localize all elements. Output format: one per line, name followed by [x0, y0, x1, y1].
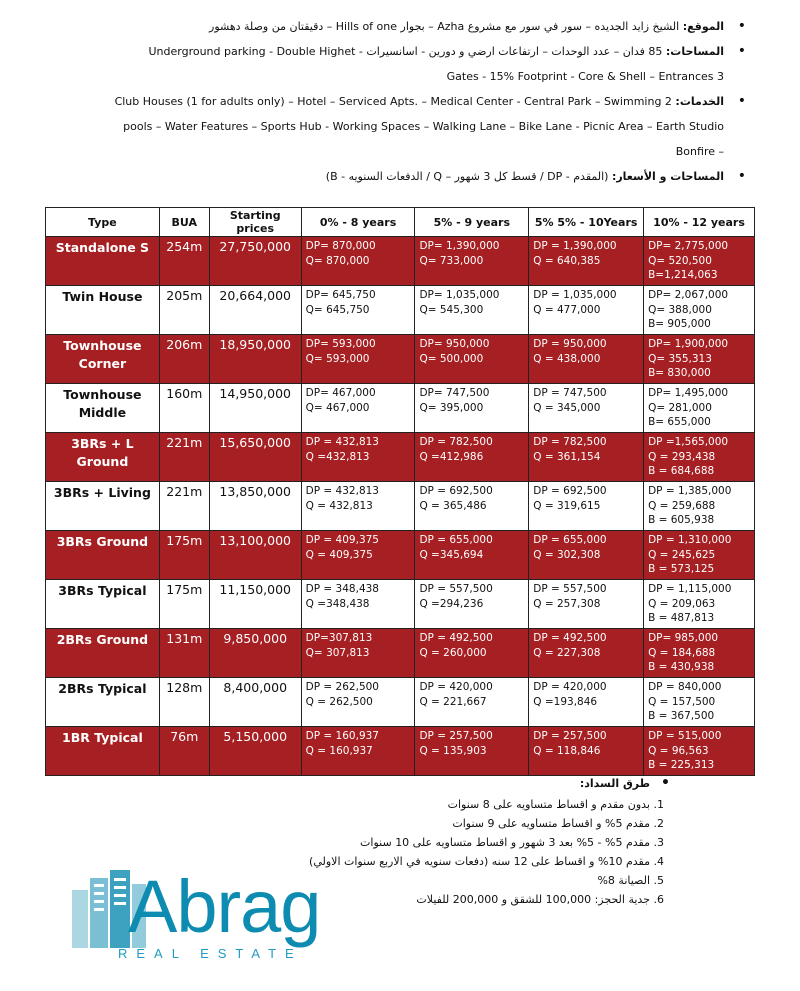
unit-bua: 206m	[159, 335, 209, 384]
plan-3-cell	[529, 531, 644, 580]
unit-bua: 254m	[159, 237, 209, 286]
services-text: 2 Club Houses (1 for adults only) – Hotel – Serviced Apts. – Medical Center - Central Park – Swimming	[114, 95, 672, 108]
plan-2-cell	[415, 433, 529, 482]
unit-type: Townhouse Middle	[46, 384, 160, 433]
plan-value: DP = 348,438	[305, 583, 379, 595]
unit-bua: 160m	[159, 384, 209, 433]
payment-title: • طرق السداد:	[270, 775, 670, 793]
plan-value: Q =432,813	[305, 450, 370, 463]
services-text-2: pools – Water Features – Sports Hub - Working Spaces – Walking Lane – Bike Lane - Picnic Area – Earth Studio	[123, 120, 724, 133]
plan-4-cell	[644, 286, 755, 335]
plan-value: Q = 157,500	[648, 695, 716, 708]
plan-value: DP= 645,750	[305, 289, 376, 301]
plan-2-cell	[415, 727, 529, 776]
plan-2-cell	[415, 286, 529, 335]
header-plan-2: 5% - 9 years	[415, 208, 529, 237]
starting-price: 20,664,000	[209, 286, 301, 335]
plan-value: DP = 420,000	[533, 681, 607, 693]
plan-value: DP=307,813	[305, 632, 373, 644]
plan-1-cell	[301, 580, 415, 629]
plan-value: Q = 184,688	[648, 646, 716, 659]
plan-value: Q = 477,000	[533, 303, 601, 316]
plan-value: Q = 160,937	[305, 744, 373, 757]
unit-type: 2BRs Ground	[46, 629, 160, 678]
plan-3-cell	[529, 335, 644, 384]
starting-price: 14,950,000	[209, 384, 301, 433]
unit-type: Standalone S	[46, 237, 160, 286]
plan-3-cell	[529, 286, 644, 335]
plan-value: Q = 260,000	[419, 646, 487, 659]
plan-value: DP= 1,035,000	[419, 289, 500, 301]
services-label: الخدمات:	[675, 95, 724, 108]
plan-2-cell	[415, 531, 529, 580]
plan-1-cell	[301, 678, 415, 727]
plan-value: Q= 307,813	[305, 646, 370, 659]
table-row	[46, 531, 755, 580]
table-row	[46, 678, 755, 727]
project-info	[60, 14, 750, 189]
plan-value: Q= 467,000	[305, 401, 370, 414]
plan-value: Q = 432,813	[305, 499, 373, 512]
unit-bua: 221m	[159, 433, 209, 482]
unit-type: Twin House	[46, 286, 160, 335]
plan-value: DP = 782,500	[419, 436, 493, 448]
plan-2-cell	[415, 678, 529, 727]
plan-value: Q = 319,615	[533, 499, 601, 512]
payment-item: 6. جدية الحجز: 100,000 للشقق و 200,000 للفيلات	[270, 890, 650, 909]
plan-value: DP= 747,500	[419, 387, 490, 399]
plan-value: Q = 361,154	[533, 450, 601, 463]
header-bua: BUA	[159, 208, 209, 237]
unit-type: 3BRs Typical	[46, 580, 160, 629]
plan-value: B = 430,938	[648, 661, 715, 673]
plan-value: DP= 2,775,000	[648, 240, 729, 252]
payment-item: 2. مقدم 5% و اقساط متساويه على 9 سنوات	[270, 814, 650, 833]
plan-value: Q =412,986	[419, 450, 484, 463]
plan-value: DP= 1,390,000	[419, 240, 500, 252]
unit-bua: 175m	[159, 531, 209, 580]
prices-text: (المقدم - DP / قسط كل 3 شهور – Q / الدفعات السنويه - B)	[325, 170, 609, 183]
plan-value: B= 905,000	[648, 318, 711, 330]
plan-value: Q = 245,625	[648, 548, 716, 561]
plan-4-cell	[644, 237, 755, 286]
location-line	[60, 14, 750, 39]
plan-3-cell	[529, 629, 644, 678]
starting-price: 18,950,000	[209, 335, 301, 384]
plan-4-cell	[644, 531, 755, 580]
table-row	[46, 727, 755, 776]
plan-3-cell	[529, 580, 644, 629]
plan-value: B= 830,000	[648, 367, 711, 379]
plan-value: Q= 355,313	[648, 352, 712, 365]
plan-value: DP = 432,813	[305, 485, 379, 497]
plan-value: DP = 692,500	[533, 485, 607, 497]
header-price: Starting prices	[209, 208, 301, 237]
areas-text-2: 3 Gates - 15% Footprint - Core & Shell – Entrances	[446, 70, 724, 83]
plan-value: DP = 1,310,000	[648, 534, 732, 546]
plan-1-cell	[301, 433, 415, 482]
starting-price: 8,400,000	[209, 678, 301, 727]
plan-value: Q =348,438	[305, 597, 370, 610]
location-text: الشيخ زايد الجديده – سور في سور مع مشروع Azha – بجوار Hills of one – دقيقتان من وصلة دهشور	[209, 20, 680, 33]
plan-value: Q= 388,000	[648, 303, 712, 316]
plan-4-cell	[644, 335, 755, 384]
plan-3-cell	[529, 384, 644, 433]
plan-value: Q= 545,300	[419, 303, 484, 316]
table-row	[46, 237, 755, 286]
plan-value: Q = 409,375	[305, 548, 373, 561]
header-type: Type	[46, 208, 160, 237]
plan-value: B = 367,500	[648, 710, 715, 722]
plan-value: Q = 259,688	[648, 499, 716, 512]
table-row	[46, 580, 755, 629]
unit-bua: 221m	[159, 482, 209, 531]
table-row	[46, 286, 755, 335]
plan-value: DP = 432,813	[305, 436, 379, 448]
plan-value: B = 225,313	[648, 759, 715, 771]
plan-value: DP = 557,500	[419, 583, 493, 595]
table-row	[46, 629, 755, 678]
plan-value: Q= 733,000	[419, 254, 484, 267]
unit-type: 2BRs Typical	[46, 678, 160, 727]
plan-value: DP = 160,937	[305, 730, 379, 742]
plan-value: Q = 345,000	[533, 401, 601, 414]
table-row	[46, 433, 755, 482]
plan-1-cell	[301, 335, 415, 384]
plan-value: DP = 420,000	[419, 681, 493, 693]
plan-value: DP = 655,000	[533, 534, 607, 546]
table-row	[46, 335, 755, 384]
starting-price: 15,650,000	[209, 433, 301, 482]
plan-value: Q = 135,903	[419, 744, 487, 757]
plan-value: DP= 1,900,000	[648, 338, 729, 350]
plan-2-cell	[415, 580, 529, 629]
plan-value: Q = 262,500	[305, 695, 373, 708]
unit-bua: 76m	[159, 727, 209, 776]
plan-value: Q = 365,486	[419, 499, 487, 512]
plan-value: DP = 840,000	[648, 681, 722, 693]
plan-1-cell	[301, 384, 415, 433]
unit-type: Townhouse Corner	[46, 335, 160, 384]
plan-1-cell	[301, 286, 415, 335]
plan-value: Q = 96,563	[648, 744, 709, 757]
location-label: الموقع:	[682, 20, 724, 33]
plan-value: B = 684,688	[648, 465, 715, 477]
plan-3-cell	[529, 727, 644, 776]
plan-1-cell	[301, 237, 415, 286]
payment-item: 3. مقدم 5% - 5% بعد 3 شهور و اقساط متساويه على 10 سنوات	[270, 833, 650, 852]
plan-value: Q = 640,385	[533, 254, 601, 267]
plan-1-cell	[301, 531, 415, 580]
plan-value: Q =294,236	[419, 597, 484, 610]
plan-value: Q = 227,308	[533, 646, 601, 659]
plan-value: Q = 293,438	[648, 450, 716, 463]
plan-value: DP = 515,000	[648, 730, 722, 742]
plan-2-cell	[415, 482, 529, 531]
unit-bua: 131m	[159, 629, 209, 678]
areas-text: 85 فدان – عدد الوحدات – ارتفاعات ارضي و دورين - اسانسيرات - Underground parking - Double Highet	[148, 45, 663, 58]
plan-value: DP = 1,390,000	[533, 240, 617, 252]
starting-price: 13,850,000	[209, 482, 301, 531]
prices-line	[60, 164, 750, 189]
plan-value: DP = 257,500	[533, 730, 607, 742]
header-plan-3: 5% 5% - 10Years	[529, 208, 644, 237]
plan-3-cell	[529, 482, 644, 531]
plan-value: Q= 870,000	[305, 254, 370, 267]
plan-value: DP = 257,500	[419, 730, 493, 742]
plan-value: DP = 492,500	[533, 632, 607, 644]
payment-item: 4. مقدم 10% و اقساط على 12 سنه (دفعات سنويه في الاربع سنوات الاولي)	[270, 852, 650, 871]
logo-tagline: REAL ESTATE	[118, 946, 303, 961]
plan-value: DP = 747,500	[533, 387, 607, 399]
plan-value: Q =193,846	[533, 695, 598, 708]
unit-bua: 175m	[159, 580, 209, 629]
plan-value: Q= 281,000	[648, 401, 712, 414]
plan-3-cell	[529, 237, 644, 286]
plan-value: B= 655,000	[648, 416, 711, 428]
plan-value: Q= 645,750	[305, 303, 370, 316]
starting-price: 13,100,000	[209, 531, 301, 580]
plan-4-cell	[644, 629, 755, 678]
plan-4-cell	[644, 482, 755, 531]
plan-2-cell	[415, 384, 529, 433]
plan-4-cell	[644, 727, 755, 776]
plan-3-cell	[529, 678, 644, 727]
plan-value: Q= 593,000	[305, 352, 370, 365]
plan-value: Q =345,694	[419, 548, 484, 561]
plan-value: DP = 1,115,000	[648, 583, 732, 595]
plan-value: DP= 985,000	[648, 632, 719, 644]
plan-value: Q = 118,846	[533, 744, 601, 757]
starting-price: 9,850,000	[209, 629, 301, 678]
header-plan-4: 10% - 12 years	[644, 208, 755, 237]
plan-value: DP = 1,385,000	[648, 485, 732, 497]
plan-value: B = 573,125	[648, 563, 715, 575]
plan-value: Q= 395,000	[419, 401, 484, 414]
starting-price: 27,750,000	[209, 237, 301, 286]
plan-3-cell	[529, 433, 644, 482]
plan-value: DP= 1,495,000	[648, 387, 729, 399]
plan-value: DP = 950,000	[533, 338, 607, 350]
header-plan-1: 0% - 8 years	[301, 208, 415, 237]
plan-value: B = 487,813	[648, 612, 715, 624]
starting-price: 5,150,000	[209, 727, 301, 776]
areas-line	[60, 39, 750, 64]
plan-value: Q = 209,063	[648, 597, 716, 610]
plan-value: DP = 262,500	[305, 681, 379, 693]
plan-value: B = 605,938	[648, 514, 715, 526]
plan-2-cell	[415, 237, 529, 286]
plan-value: B=1,214,063	[648, 269, 718, 281]
prices-label: المساحات و الأسعار:	[611, 170, 724, 183]
unit-type: 3BRs + L Ground	[46, 433, 160, 482]
plan-value: DP = 409,375	[305, 534, 379, 546]
payment-item: 1. بدون مقدم و اقساط متساويه على 8 سنوات	[270, 795, 650, 814]
plan-value: Q = 302,308	[533, 548, 601, 561]
plan-value: DP =1,565,000	[648, 436, 729, 448]
areas-label: المساحات:	[665, 45, 724, 58]
unit-bua: 205m	[159, 286, 209, 335]
plan-value: Q = 438,000	[533, 352, 601, 365]
plan-value: DP = 557,500	[533, 583, 607, 595]
plan-value: DP = 692,500	[419, 485, 493, 497]
unit-type: 3BRs Ground	[46, 531, 160, 580]
plan-4-cell	[644, 580, 755, 629]
unit-bua: 128m	[159, 678, 209, 727]
plan-4-cell	[644, 384, 755, 433]
payment-item: 5. الصيانة 8%	[270, 871, 650, 890]
plan-2-cell	[415, 629, 529, 678]
unit-type: 1BR Typical	[46, 727, 160, 776]
price-table	[45, 207, 755, 776]
plan-value: DP = 782,500	[533, 436, 607, 448]
services-text-3: – Bonfire	[675, 145, 724, 158]
table-row	[46, 384, 755, 433]
services-line	[60, 89, 750, 114]
plan-value: DP= 593,000	[305, 338, 376, 350]
plan-value: Q= 520,500	[648, 254, 712, 267]
plan-value: Q= 500,000	[419, 352, 484, 365]
plan-2-cell	[415, 335, 529, 384]
starting-price: 11,150,000	[209, 580, 301, 629]
plan-value: Q = 257,308	[533, 597, 601, 610]
plan-4-cell	[644, 433, 755, 482]
plan-value: DP = 492,500	[419, 632, 493, 644]
abrag-logo	[64, 865, 364, 964]
plan-value: DP= 950,000	[419, 338, 490, 350]
unit-type: 3BRs + Living	[46, 482, 160, 531]
plan-4-cell	[644, 678, 755, 727]
plan-1-cell	[301, 629, 415, 678]
table-row	[46, 482, 755, 531]
plan-1-cell	[301, 727, 415, 776]
plan-value: DP= 2,067,000	[648, 289, 729, 301]
table-header-row	[46, 208, 755, 237]
plan-value: DP= 467,000	[305, 387, 376, 399]
plan-value: DP = 1,035,000	[533, 289, 617, 301]
logo-word: Abrag	[128, 865, 321, 948]
plan-value: DP= 870,000	[305, 240, 376, 252]
plan-value: Q = 221,667	[419, 695, 487, 708]
plan-1-cell	[301, 482, 415, 531]
plan-value: DP = 655,000	[419, 534, 493, 546]
